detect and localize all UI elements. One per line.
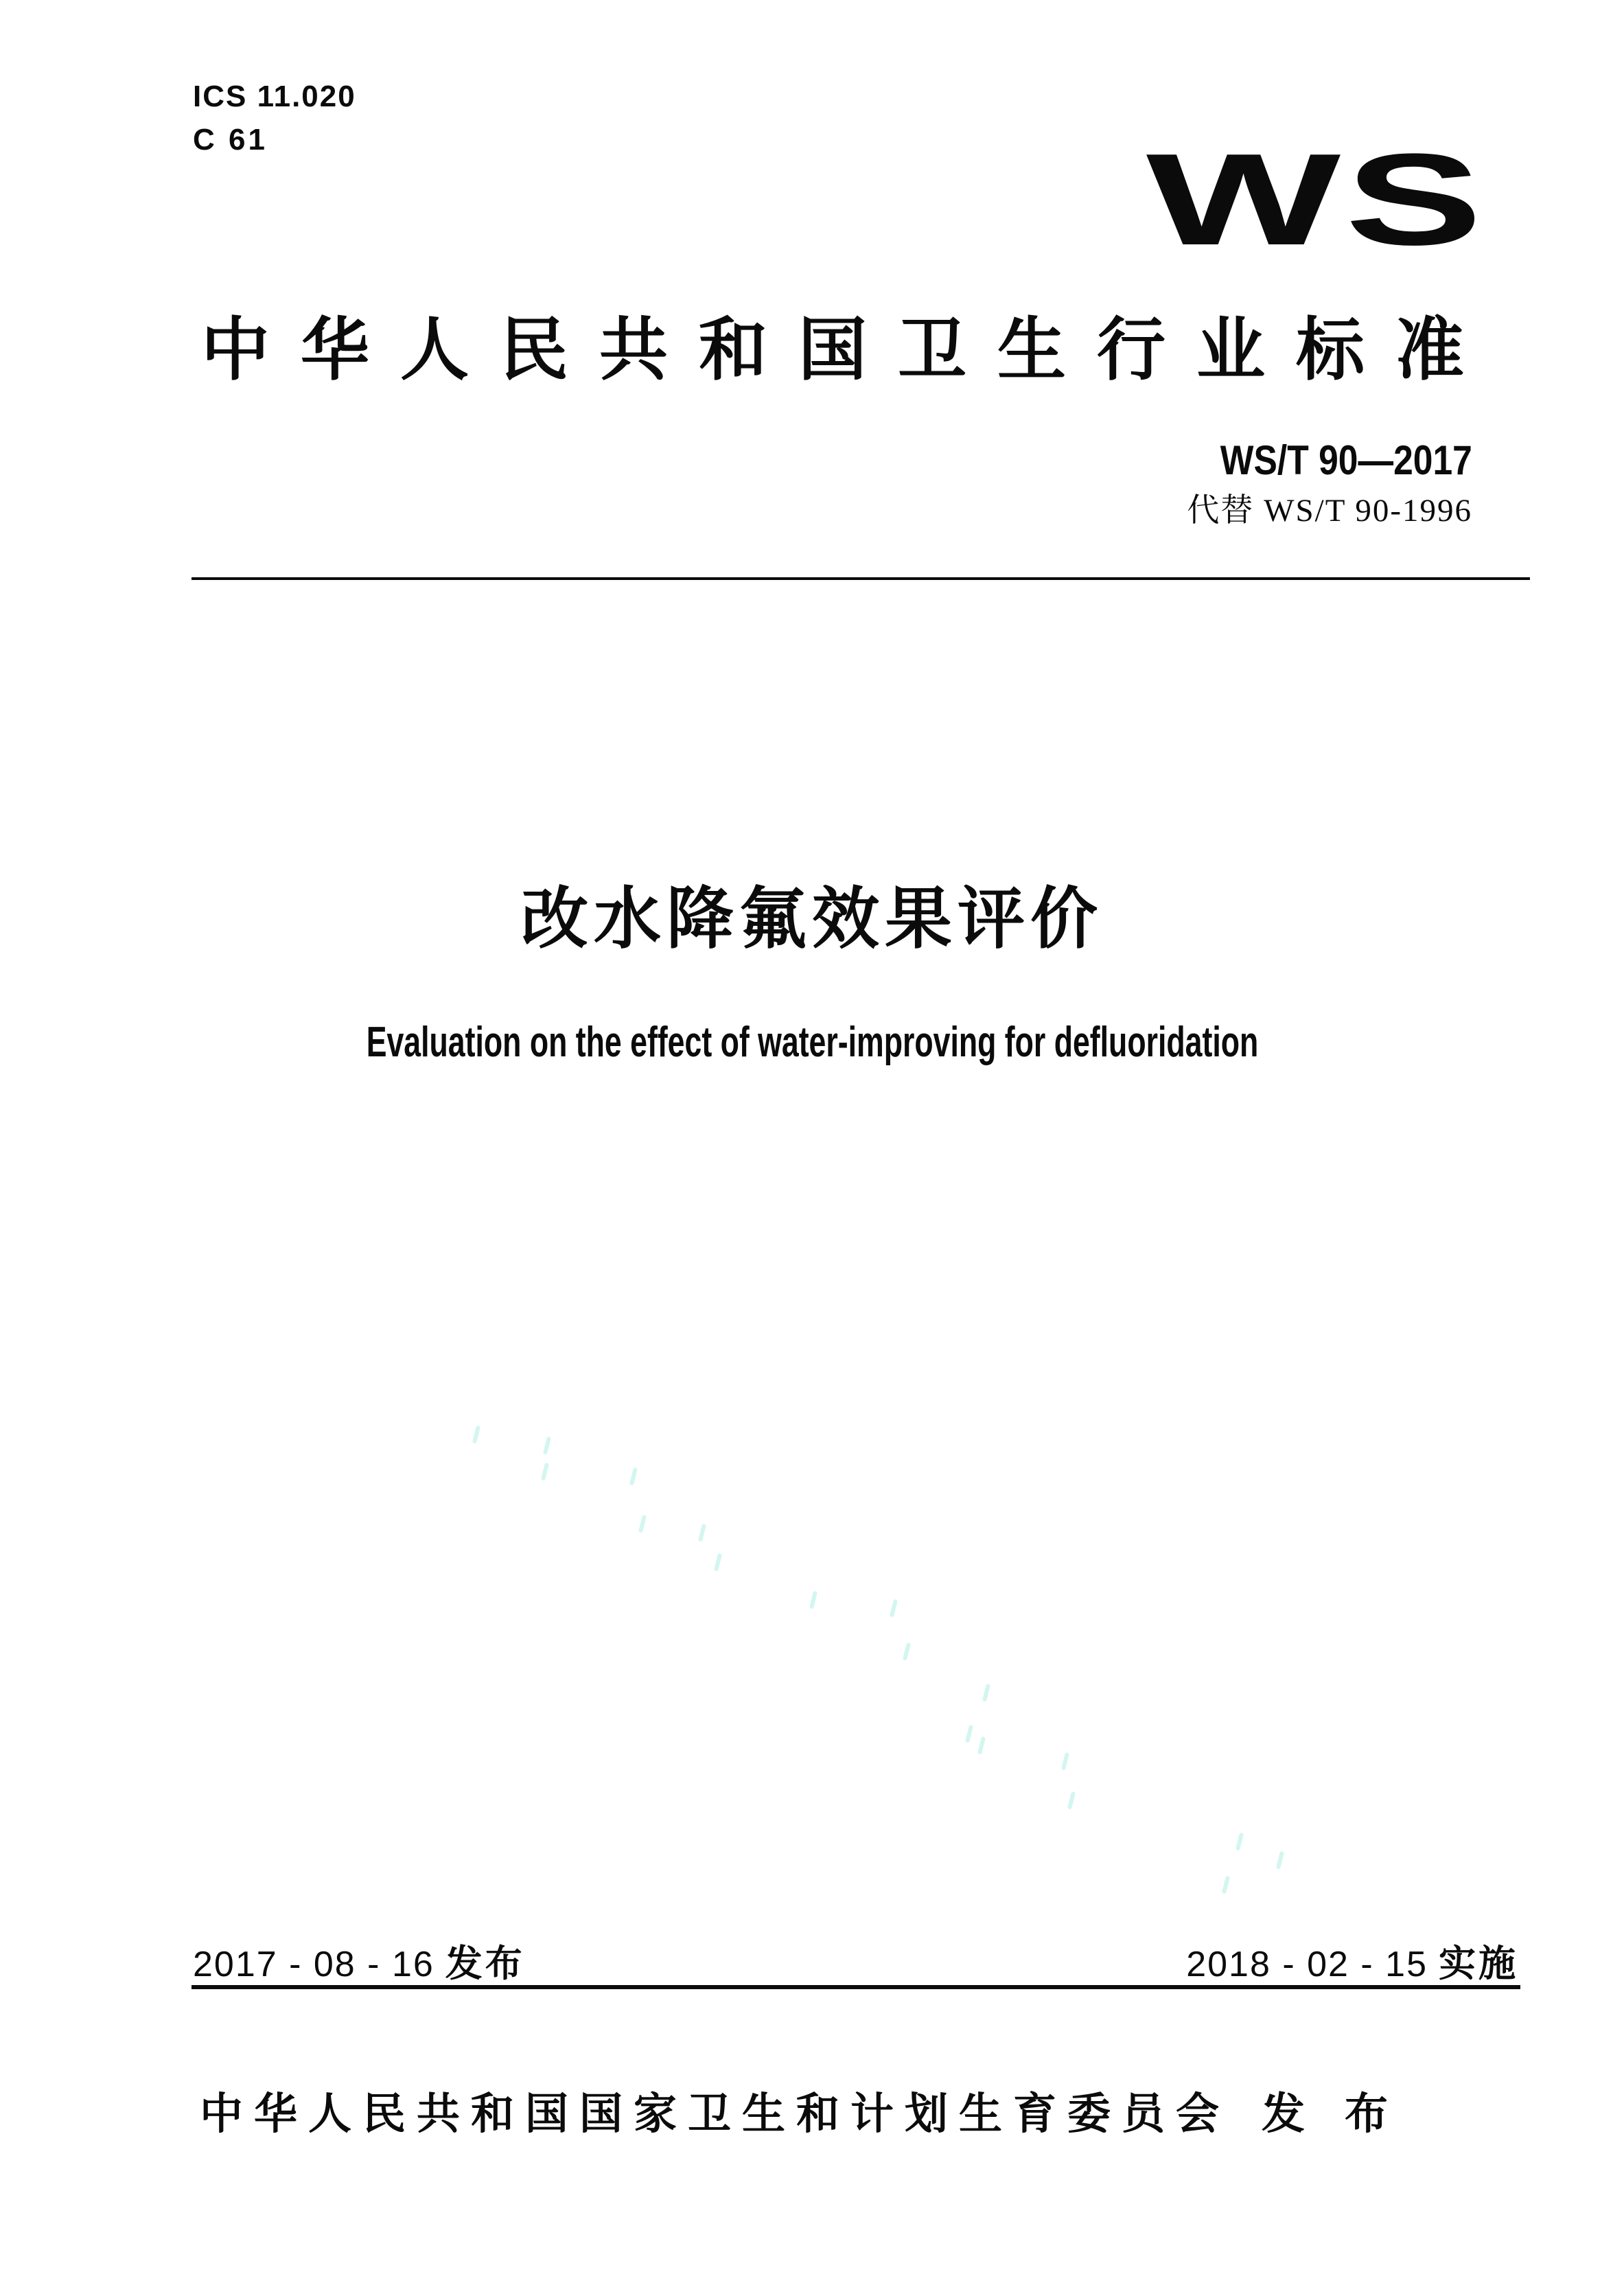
- publisher-name: 中华人民共和国国家卫生和计划生育委员会: [200, 2090, 1230, 2138]
- watermark-dash: [982, 1684, 990, 1702]
- document-title-english: Evaluation on the effect of water-improving for defluoridation: [366, 1019, 1258, 1066]
- watermark-dash: [472, 1426, 480, 1444]
- watermark-dash: [543, 1437, 551, 1455]
- document-title-english-wrap: [0, 1017, 1624, 1079]
- issue-date-row: [193, 1945, 525, 1984]
- watermark-dash: [1061, 1752, 1069, 1771]
- watermark-dash: [714, 1553, 722, 1572]
- standard-name-heading: 中华人民共和国卫生行业标准: [201, 312, 1495, 389]
- replaces-note: 代替 WS/T 90-1996: [1187, 493, 1472, 529]
- header-divider-rule: [192, 577, 1530, 580]
- document-title-chinese: 改水降氟效果评价: [520, 881, 1103, 956]
- implement-date-row: [1186, 1945, 1518, 1984]
- watermark-dash: [890, 1599, 898, 1618]
- classification-code: C 61: [193, 123, 268, 156]
- standard-number: WS/T 90—2017: [1220, 437, 1472, 483]
- watermark-dash: [1222, 1876, 1230, 1894]
- watermark-dash: [809, 1591, 817, 1610]
- watermark-dash: [1067, 1791, 1076, 1810]
- watermark-dash: [638, 1515, 647, 1533]
- implement-date-label: 实施: [1439, 1943, 1518, 1984]
- ics-code: ICS 11.020: [193, 80, 356, 113]
- publisher-action: 发布: [1262, 2090, 1428, 2138]
- publisher-row: [200, 2089, 1428, 2150]
- watermark-dash: [903, 1643, 911, 1661]
- watermark-dash: [629, 1468, 638, 1486]
- watermark-dash: [1276, 1851, 1284, 1870]
- watermark-dash: [698, 1524, 706, 1542]
- watermark-dash: [977, 1737, 986, 1755]
- ws-logo: WS: [1146, 127, 1487, 272]
- watermark-dash: [1236, 1833, 1244, 1851]
- issue-date-label: 发布: [445, 1943, 525, 1984]
- footer-divider-rule: [192, 1985, 1520, 1989]
- watermark-dash: [965, 1725, 973, 1743]
- watermark-dash: [541, 1463, 549, 1481]
- issue-date: 2017 - 08 - 16: [193, 1945, 434, 1984]
- implement-date: 2018 - 02 - 15: [1186, 1945, 1428, 1984]
